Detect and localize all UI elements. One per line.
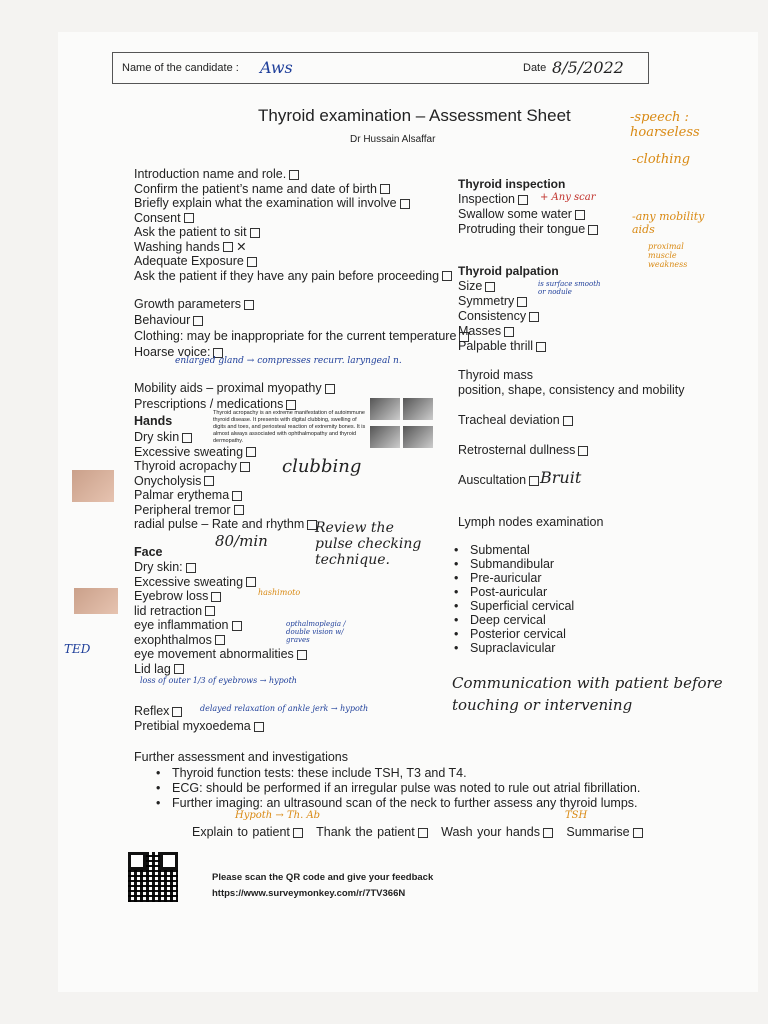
lymph-list [470,543,574,655]
hands-item: Onycholysis [134,474,317,489]
candidate-name: Aws [260,58,293,77]
note-hypoth-tft: Hypoth → Th. Ab [235,810,321,821]
palpation-list [458,279,546,354]
hand-photo [370,426,400,448]
note-clothing: -clothing [632,152,691,167]
note-mobility: -any mobility aids [632,210,705,236]
hand-xray [403,398,433,420]
note-surface: is surface smooth or nodule [538,280,601,296]
note-ophth: opthalmoplegia / double vision w/ graves [286,620,346,644]
reflex-item: Reflex [134,704,264,719]
inspection-item: Inspection [458,192,598,207]
note-speech: -speech : hoarseless [630,110,700,140]
intro-item: Introduction name and role. [134,167,452,182]
note-communication: Communication with patient before touching or intervening [452,674,723,714]
general-item: Hoarse voice: [134,344,469,360]
thyroid-mass: Thyroid mass position, shape, consistency and mobility [458,368,685,397]
intro-list [134,167,452,283]
face-item: Lid lag [134,662,307,677]
closing-row [192,825,643,840]
auscultation-item: Auscultation [458,473,539,488]
face-item: Excessive sweating [134,575,307,590]
reflex-item: Pretibial myxoedema [134,719,264,734]
face-item: Dry skin: [134,560,307,575]
palpation-item: Symmetry [458,294,546,309]
date-label: Date [523,62,547,74]
intro-item: Consent [134,211,452,226]
hands-item: radial pulse – Rate and rhythm [134,517,317,532]
acropachy-caption: Thyroid acropachy is an extreme manifestation of autoimmune thyroid disease. It presents with digital clubbing, swelling of digits and toes, and periosteal reaction of extremity bones. It is almost always associated with ophthalmopathy and thyroid dermopathy. [213,410,366,444]
further-list [172,766,640,811]
face-item: eye inflammation [134,618,307,633]
hands-item: Excessive sweating [134,445,317,460]
lymph-item: • Deep cervical [470,613,574,627]
closing-item: Explain to patient [192,825,290,839]
hands-item: Peripheral tremor [134,503,317,518]
further-item: • Further imaging: an ultrasound scan of the neck to further assess any thyroid lumps. [172,796,640,811]
inspection-heading: Thyroid inspection [458,177,566,191]
inspection-item: Protruding their tongue [458,222,598,237]
qr-text: Please scan the QR code and give your feedback [212,872,434,883]
author: Dr Hussain Alsaffar [350,134,436,145]
hands-list [134,430,317,532]
intro-item: Ask the patient to sit [134,225,452,240]
face-heading: Face [134,545,163,559]
face-item: lid retraction [134,604,307,619]
page-title: Thyroid examination – Assessment Sheet [258,106,571,125]
note-tsh: TSH [565,810,588,821]
note-ted: TED [64,642,91,656]
note-eyebrows: loss of outer 1/3 of eyebrows → hypoth [140,676,297,685]
lymph-item: • Supraclavicular [470,641,574,655]
general-item: Behaviour [134,312,469,328]
face-list [134,560,307,676]
hands-item: Dry skin [134,430,317,445]
intro-item: Adequate Exposure [134,254,452,269]
intro-item: Confirm the patient’s name and date of birth [134,182,452,197]
closing-item: Thank the patient [316,825,415,839]
palpation-item: Size [458,279,546,294]
qr-code[interactable] [128,852,178,902]
note-any-scar: + Any scar [540,192,596,203]
lymph-item: • Post-auricular [470,585,574,599]
lymph-item: • Superficial cervical [470,599,574,613]
general-item: Prescriptions / medications [134,396,469,412]
palpation-item: Palpable thrill [458,339,546,354]
general-list [134,296,469,412]
qr-url[interactable]: https://www.surveymonkey.com/r/7TV366N [212,888,406,899]
note-clubbing: clubbing [282,456,362,477]
face-item: eye movement abnormalities [134,647,307,662]
face-item: Eyebrow loss [134,589,307,604]
name-label: Name of the candidate : [122,62,239,74]
note-pulse: 80/min [215,532,268,550]
palpation-item: Consistency [458,309,546,324]
retrosternal-item: Retrosternal dullness [458,443,588,458]
note-bruit: Bruit [540,468,582,487]
hands-heading: Hands [134,414,173,428]
palpation-heading: Thyroid palpation [458,264,559,278]
general-item: Clothing: may be inappropriate for the current temperature [134,328,469,344]
inspection-item: Swallow some water [458,207,598,222]
eye-photo [74,588,118,614]
general-item: Growth parameters [134,296,469,312]
further-item: • ECG: should be performed if an irregular pulse was noted to rule out atrial fibrillation. [172,781,640,796]
nail-photo [72,470,114,502]
note-enlarged: enlarged gland → compresses recurr. laryngeal n. [175,356,402,366]
face-item: exophthalmos [134,633,307,648]
lymph-item: • Posterior cervical [470,627,574,641]
intro-item: Briefly explain what the examination will involve [134,196,452,211]
note-prox: proximal muscle weakness [648,242,688,269]
note-hashimoto: hashimoto [258,588,301,597]
lymph-item: • Submandibular [470,557,574,571]
palpation-item: Masses [458,324,546,339]
further-heading: Further assessment and investigations [134,750,348,764]
hand-photo [370,398,400,420]
further-item: • Thyroid function tests: these include TSH, T3 and T4. [172,766,640,781]
intro-item: Ask the patient if they have any pain before proceeding [134,269,452,284]
lymph-heading: Lymph nodes examination [458,515,604,529]
hands-item: Palmar erythema [134,488,317,503]
closing-item: Summarise [566,825,630,839]
intro-item: Washing hands ✕ [134,239,247,254]
closing-item: Wash your hands [441,825,540,839]
lymph-item: • Pre-auricular [470,571,574,585]
tracheal-item: Tracheal deviation [458,413,573,428]
hands-item: Thyroid acropachy [134,459,317,474]
note-reflex: delayed relaxation of ankle jerk → hypoth [200,704,369,713]
lymph-item: • Submental [470,543,574,557]
general-item: Mobility aids – proximal myopathy [134,380,469,396]
hand-xray [403,426,433,448]
note-review: Review the pulse checking technique. [315,520,422,568]
date-value: 8/5/2022 [552,58,624,77]
